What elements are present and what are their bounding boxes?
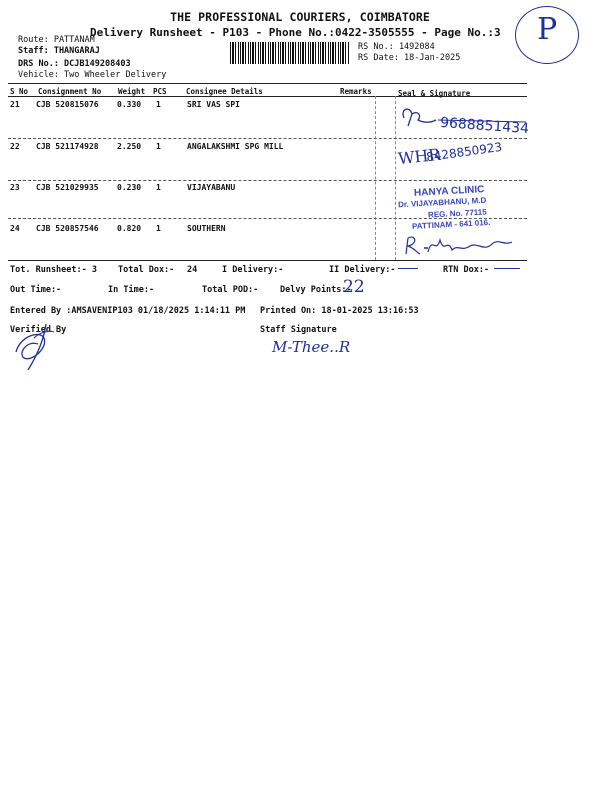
total-dox-value: 24 xyxy=(187,265,198,275)
table-header-rule xyxy=(8,96,527,97)
signature-scribble-row4 xyxy=(400,228,530,260)
entered-by: Entered By :AMSAVENIP103 01/18/2025 1:14:11 PM xyxy=(10,306,246,316)
row-consignment: CJB 520857546 xyxy=(36,224,99,233)
barcode xyxy=(230,42,350,64)
row-sno: 23 xyxy=(10,183,20,192)
in-time-label: In Time:- xyxy=(108,285,155,295)
col-seal: Seal & Signature xyxy=(398,89,471,98)
table-top-rule xyxy=(8,83,527,84)
stamp-line2: Dr. VIJAYABHANU, M.D xyxy=(397,195,487,210)
i-delivery-label: I Delivery:- xyxy=(222,265,284,275)
col-remarks: Remarks xyxy=(340,87,372,96)
total-dox-label: Total Dox:- xyxy=(118,265,175,275)
row-consignee: VIJAYABANU xyxy=(187,183,236,192)
out-time-label: Out Time:- xyxy=(10,285,62,295)
row-consignment: CJB 521029935 xyxy=(36,183,99,192)
runsheet-title: Delivery Runsheet - P103 - Phone No.:0422-3505555 - Page No.:3 xyxy=(90,26,501,39)
row-consignment: CJB 521174928 xyxy=(36,142,99,151)
col-consignment: Consignment No xyxy=(38,87,102,96)
row-pcs: 1 xyxy=(156,183,161,192)
stamp-line4: PATTINAM - 641 016. xyxy=(411,217,491,232)
handwritten-phone-row2: 8428850923 xyxy=(425,139,503,165)
route-label: Route: PATTANAM xyxy=(18,35,95,45)
rs-number: RS No.: 1492084 xyxy=(358,42,435,52)
row-consignee: SRI VAS SPI xyxy=(187,100,240,109)
row-consignee: ANGALAKSHMI SPG MILL xyxy=(187,142,284,151)
row-weight: 0.230 xyxy=(117,183,142,192)
row-sno: 21 xyxy=(10,100,20,109)
row-pcs: 1 xyxy=(156,224,161,233)
row-consignment: CJB 520815076 xyxy=(36,100,99,109)
total-pod-label: Total POD:- xyxy=(202,285,259,295)
company-title: THE PROFESSIONAL COURIERS, COIMBATORE xyxy=(170,10,430,24)
drs-number: DRS No.: DCJB149208403 xyxy=(18,59,131,69)
verified-signature xyxy=(10,318,70,373)
handwritten-delivery-points: 22 xyxy=(343,277,365,297)
ii-delivery-dash xyxy=(398,268,418,269)
handwritten-initials-row2: WHR xyxy=(397,144,442,169)
row-weight: 0.820 xyxy=(117,224,142,233)
table-bottom-rule xyxy=(8,260,527,261)
delvy-points-label: Delvy Points:- xyxy=(280,285,352,295)
printed-on: Printed On: 18-01-2025 13:16:53 xyxy=(260,306,419,316)
handwritten-phone-row1: 9688851434 xyxy=(439,114,530,138)
row-pcs: 1 xyxy=(156,100,161,109)
col-consignee: Consignee Details xyxy=(186,87,263,96)
column-separator xyxy=(375,96,376,260)
rtn-dox-label: RTN Dox:- xyxy=(443,265,490,275)
stamp-line1: HANYA CLINIC xyxy=(413,184,485,199)
row-rule xyxy=(8,180,527,181)
row-sno: 22 xyxy=(10,142,20,151)
row-weight: 0.330 xyxy=(117,100,142,109)
rs-date: RS Date: 18-Jan-2025 xyxy=(358,53,461,63)
row-consignee: SOUTHERN xyxy=(187,224,226,233)
staff-signature-label: Staff Signature xyxy=(260,325,337,335)
staff-handwritten-signature: M-Thee..R xyxy=(272,338,351,356)
rtn-dox-dash xyxy=(494,268,520,269)
row-weight: 2.250 xyxy=(117,142,142,151)
staff-label: Staff: THANGARAJ xyxy=(18,46,100,56)
col-sno: S No xyxy=(10,87,29,96)
row-sno: 24 xyxy=(10,224,20,233)
col-weight: Weight xyxy=(118,87,146,96)
row-pcs: 1 xyxy=(156,142,161,151)
stamp-line3: REG. No. 77115 xyxy=(427,207,487,220)
col-pcs: PCS xyxy=(153,87,167,96)
circled-letter: P xyxy=(537,12,558,47)
vehicle-label: Vehicle: Two Wheeler Delivery xyxy=(18,70,167,80)
verified-by-label: Verified By xyxy=(10,325,67,335)
total-runsheet: Tot. Runsheet:- 3 xyxy=(10,265,97,275)
ii-delivery-label: II Delivery:- xyxy=(329,265,396,275)
